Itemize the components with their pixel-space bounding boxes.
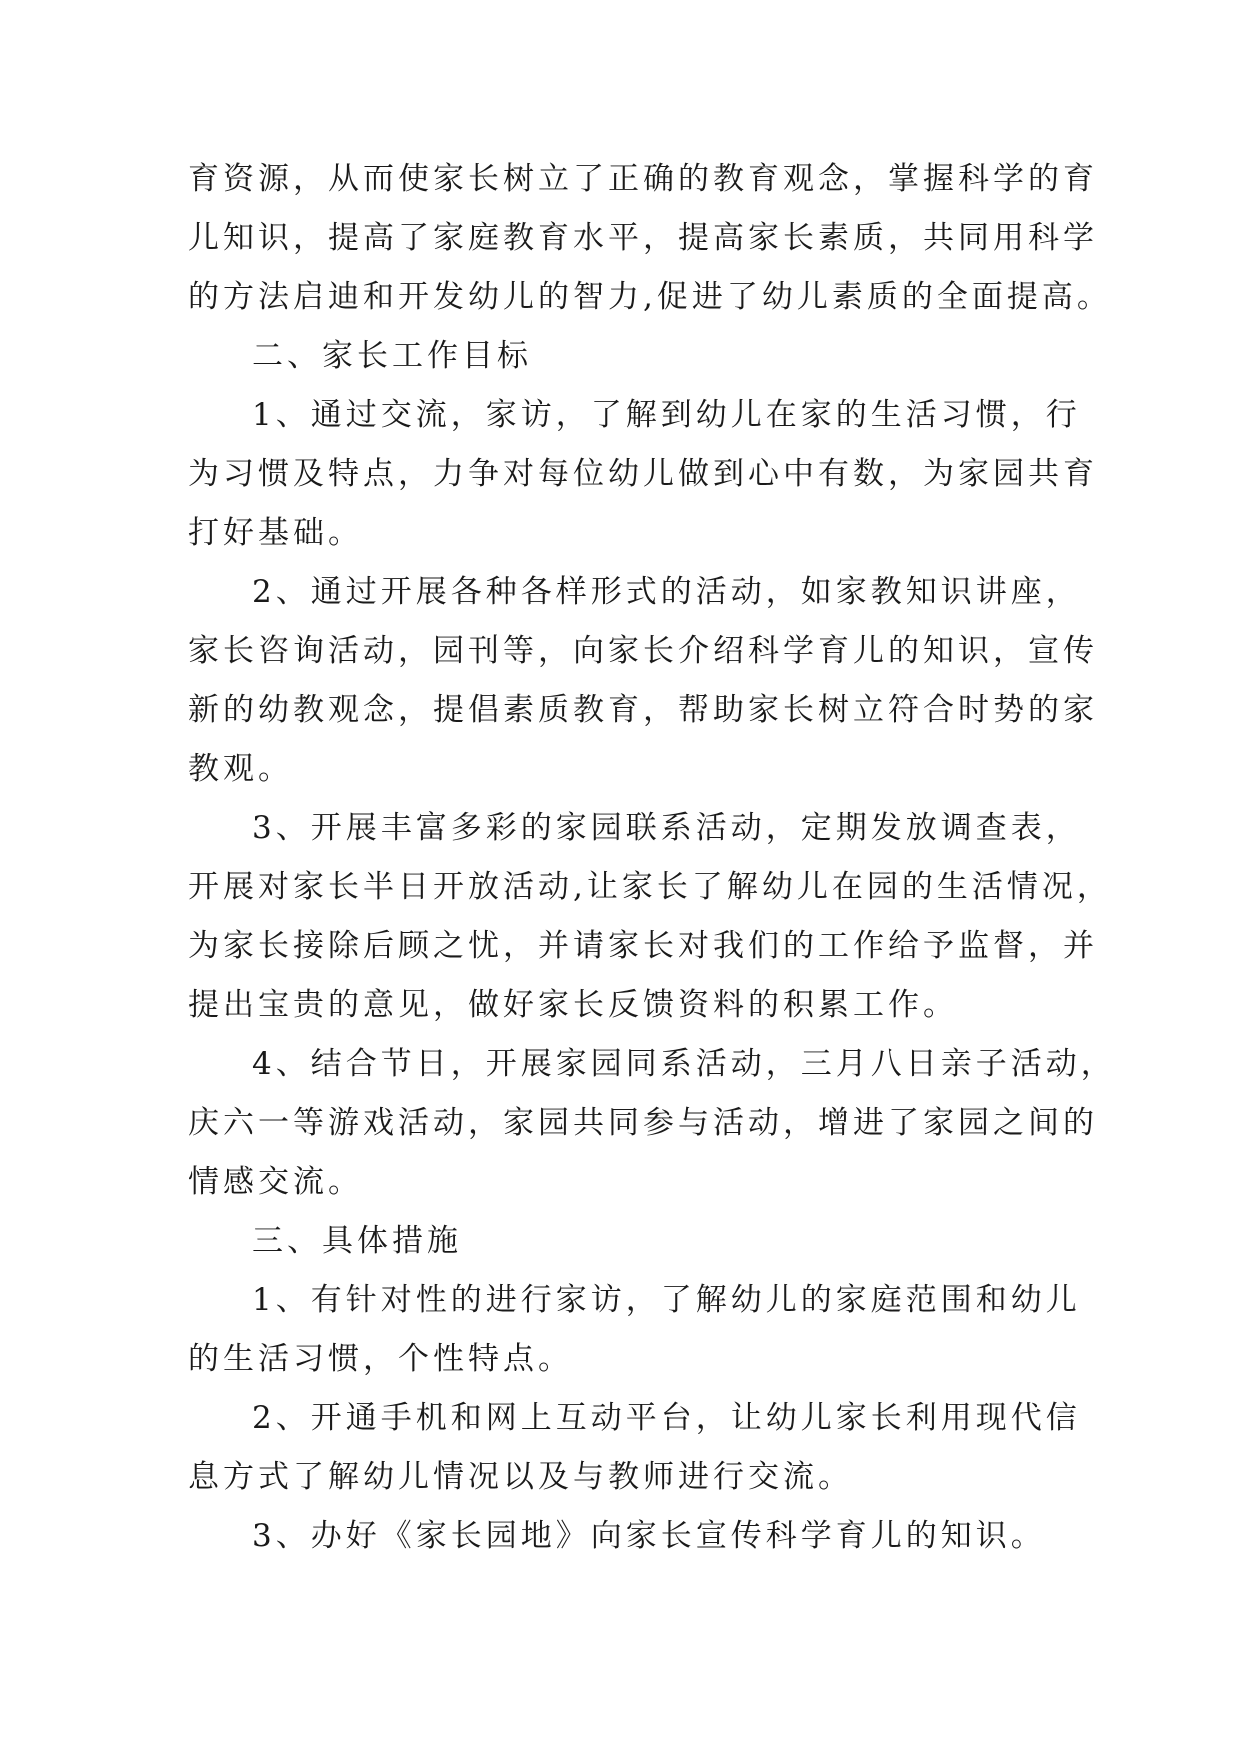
- text-line: 2、通过开展各种各样形式的活动，如家教知识讲座，: [252, 574, 1081, 610]
- text-line: 息方式了解幼儿情况以及与教师进行交流。: [188, 1459, 853, 1495]
- text-line: 二、家长工作目标: [252, 338, 532, 374]
- text-line: 3、办好《家长园地》向家长宣传科学育儿的知识。: [252, 1518, 1046, 1554]
- text-line: 三、具体措施: [252, 1223, 462, 1259]
- text-line: 教观。: [188, 751, 293, 787]
- text-line: 育资源，从而使家长树立了正确的教育观念，掌握科学的育: [188, 161, 1098, 197]
- text-line: 4、结合节日，开展家园同系活动，三月八日亲子活动，: [252, 1046, 1116, 1082]
- text-line: 庆六一等游戏活动，家园共同参与活动，增进了家园之间的: [188, 1105, 1098, 1141]
- text-line: 的生活习惯，个性特点。: [188, 1341, 573, 1377]
- text-line: 1、通过交流，家访，了解到幼儿在家的生活习惯，行: [252, 397, 1081, 433]
- text-line: 为家长接除后顾之忧，并请家长对我们的工作给予监督，并: [188, 928, 1098, 964]
- text-line: 的方法启迪和开发幼儿的智力,促进了幼儿素质的全面提高。: [188, 279, 1112, 315]
- text-line: 2、开通手机和网上互动平台，让幼儿家长利用现代信: [252, 1400, 1081, 1436]
- text-line: 开展对家长半日开放活动,让家长了解幼儿在园的生活情况，: [188, 869, 1112, 905]
- text-line: 打好基础。: [188, 515, 363, 551]
- text-line: 情感交流。: [188, 1164, 363, 1200]
- text-line: 3、开展丰富多彩的家园联系活动，定期发放调查表，: [252, 810, 1081, 846]
- text-line: 家长咨询活动，园刊等，向家长介绍科学育儿的知识，宣传: [188, 633, 1098, 669]
- text-line: 为习惯及特点，力争对每位幼儿做到心中有数，为家园共育: [188, 456, 1098, 492]
- text-line: 新的幼教观念，提倡素质教育，帮助家长树立符合时势的家: [188, 692, 1098, 728]
- text-line: 提出宝贵的意见，做好家长反馈资料的积累工作。: [188, 987, 958, 1023]
- text-line: 1、有针对性的进行家访，了解幼儿的家庭范围和幼儿: [252, 1282, 1081, 1318]
- text-line: 儿知识，提高了家庭教育水平，提高家长素质，共同用科学: [188, 220, 1098, 256]
- document-body: [188, 150, 1116, 1566]
